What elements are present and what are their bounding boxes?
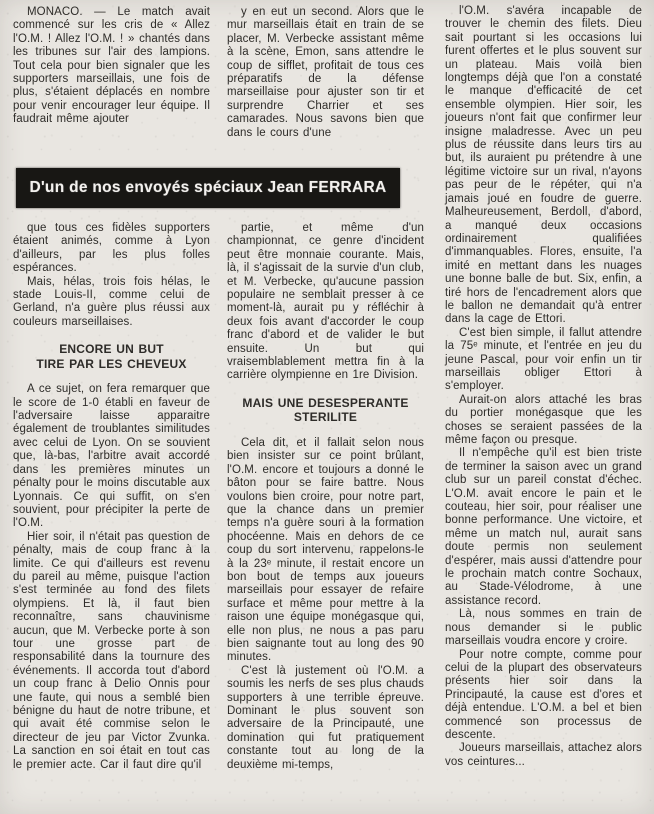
article-paragraph: Aurait-on alors attaché les bras du portier monégasque que les choses se seraient passées de la même façon ou presque. [445,393,642,446]
article-paragraph: que tous ces fidèles supporters étaient animés, comme à Lyon d'ailleurs, par les plus folles espérances. [13,222,210,275]
article-paragraph: Cela dit, et il fallait selon nous bien insister sur ce point brûlant, l'O.M. encore et toujours a donné le bâton pour se faire battre. Nous voulons bien croire, pour notre part, que la chance dans un premier temps n'a guère souri à la formation phocéenne. Mais en dehors de ce coup du sort intervenu, rappelons-le à la 23ᵉ minute, il restait encore un bon bout de temps aux joueurs marseillais pour essayer de refaire surface et même pour mettre à la raison une équipe monégasque qui, elle non plus, ne nous a pas paru bien saignante tout au long des 90 minutes. [227,436,424,664]
section-heading-line: ENCORE UN BUT [59,342,164,357]
byline-text: D'un de nos envoyés spéciaux Jean FERRARA [29,179,387,196]
article-paragraph: C'est bien simple, il fallut attendre la 75ᵉ minute, et l'entrée en jeu du jeune Pascal, pour voir enfin un tir marseillais obliger Ettori à s'employer. [445,326,642,393]
article-paragraph: Pour notre compte, comme pour celui de la plupart des observateurs présents hier soir dans la Principauté, la cause est d'ores et déjà entendue. L'O.M. a bel et bien commencé son processus de descente. [445,648,642,741]
byline-banner [16,168,400,208]
article-paragraph: Joueurs marseillais, attachez alors vos ceintures... [445,742,642,768]
article-paragraph: l'O.M. s'avéra incapable de trouver le chemin des filets. Dieu sait pourtant si les occasions lui furent offertes et le plus souvent sur un plateau. Mais voilà bien longtemps déjà que l'on a constaté le manque d'efficacité de cet ensemble olympien. Hier soir, les joueurs n'ont fait que confirmer leur insigne maladresse. Avec un peu plus de réussite dans leurs tirs au but, ils auraient pu prétendre à une légitime victoire sur un rival, n'ayons pas peur de le répéter, qui n'a jamais joué en foudre de guerre. Malheureusement, Berdoll, d'abord, a manqué deux occasions ordinairement qualifiées d'immanquables. Flores, ensuite, l'a imité en mettant dans les nuages une bonne balle de but. Six, enfin, a tiré hors de l'encadrement alors que le ballon ne demandait qu'à entrer dans la cage de Ettori. [445,5,642,326]
article-paragraph: y en eut un second. Alors que le mur marseillais était en train de se placer, M. Verbecke assistant même à la scène, Emon, sans attendre le coup de sifflet, profitait de tous ces préparatifs de la défense marseillaise pour ajuster son tir et surprendre Charrier et ses camarades. Nous savons bien que dans le cours d'une [227,6,424,139]
article-column2-top [227,6,424,140]
article-paragraph: Là, nous sommes en train de nous demander si le public marseillais voudra encore y croire. [445,608,642,648]
article-column3 [445,5,642,811]
section-heading-encore-un-but [13,342,210,371]
article-paragraph: partie, et même d'un championnat, ce genre d'incident peut être monnaie courante. Mais, là, il s'agissait de la survie d'un club, et M. Verbecke, qu'aucune passion populaire ne semblait presser à ce moment-là, aurait pu y réfléchir à deux fois avant d'accorder le coup franc d'abord et de valider le but ensuite. Un but qui vraisemblablement mettra fin à la carrière olympienne en 1re Division. [227,222,424,382]
article-paragraph: A ce sujet, on fera remarquer que le score de 1-0 établi en faveur de l'adversaire laisse apparaitre également de troublantes similitudes avec celui de Lyon. On se souvient que, là-bas, l'arbitre avait accordé dans les premières minutes un pénalty pour le moins discutable aux Lyonnais. Ce qui suffit, on s'en souvient, pour précipiter la perte de l'O.M. [13,383,210,530]
section-heading-line: MAIS UNE DESESPERANTE [242,395,409,410]
article-paragraph: MONACO. — Le match avait commencé sur les cris de « Allez l'O.M. ! Allez l'O.M. ! » chantés dans les tribunes sur l'air des lampions. Tout cela pour bien signaler que les supporters marseillais, une fois de plus, s'étaient déplacés en nombre pour venir encourager leur équipe. Il faudrait même ajouter [13,6,210,126]
section-heading-line: TIRE PAR LES CHEVEUX [36,356,187,371]
article-column1-top [13,6,210,127]
article-paragraph: Il n'empêche qu'il est bien triste de terminer la saison avec un grand club sur un pareil constat d'échec. L'O.M. avait encore le pain et le couteau, hier soir, pour réaliser une bonne performance. Une victoire, et même un match nul, aurait sans doute permis non seulement d'espérer, mais aussi d'attendre pour le prochain match contre Sochaux, au Stade-Vélodrome, à une assistance record. [445,447,642,607]
article-column2-bottom [227,222,424,772]
section-heading-line: STERILITE [293,410,358,425]
article-column1-bottom [13,222,210,772]
article-paragraph: Mais, hélas, trois fois hélas, le stade Louis-II, comme celui de Gerland, n'a guère plus réussi aux couleurs marseillaises. [13,275,210,328]
article-paragraph: C'est là justement où l'O.M. a soumis les nerfs de ses plus chauds supporters à une terrible épreuve. Dominant le plus souvent son adversaire de la Principauté, une domination qui fut pratiquement constante tout au long de la deuxième mi-temps, [227,664,424,771]
article-paragraph: Hier soir, il n'était pas question de pénalty, mais de coup franc à la limite. Ce qui d'ailleurs est revenu du pareil au même, puisque l'action s'est terminée au fond des filets olympiens. Et là, il faut bien reconnaître, sans chauvinisme aucun, que M. Verbecke porte à son tour une grosse part de responsabilité dans la tournure des événements. Il accorda tout d'abord un coup franc à Delio Onnis pour une faute, qui nous a semblé bien bénigne du haut de notre tribune, et qui avait été commise selon le directeur de jeu par Victor Zvunka. La sanction en soi était en tout cas le premier acte. Car il faut dire qu'il [13,530,210,771]
section-heading-sterilite [227,396,424,425]
